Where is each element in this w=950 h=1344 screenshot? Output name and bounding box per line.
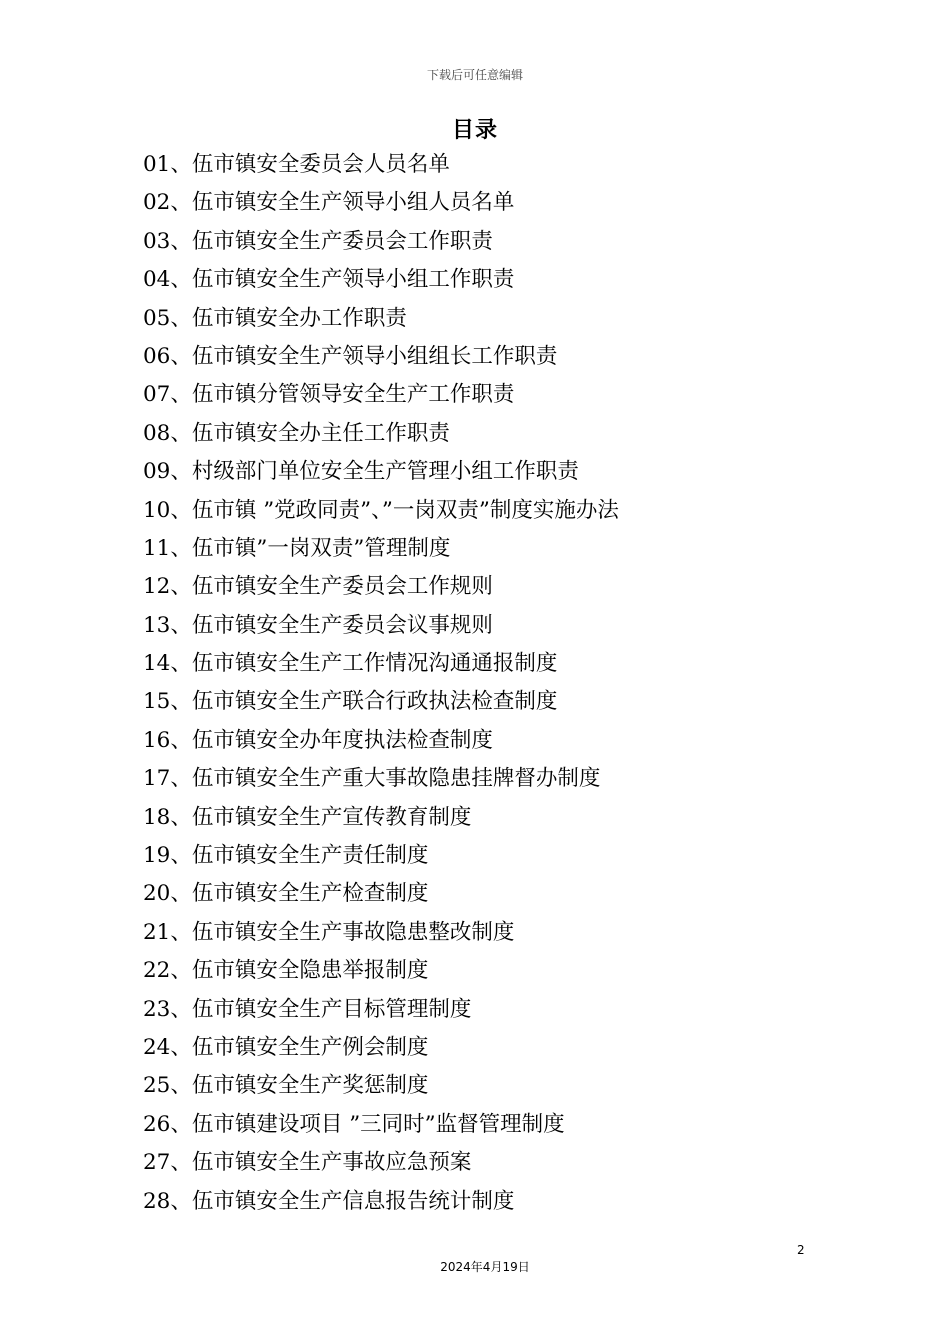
toc-item: 10、伍市镇 ”党政同责”、”一岗双责”制度实施办法 xyxy=(143,497,619,523)
toc-item: 24、伍市镇安全生产例会制度 xyxy=(143,1034,429,1060)
toc-item: 13、伍市镇安全生产委员会议事规则 xyxy=(143,612,493,638)
toc-item: 02、伍市镇安全生产领导小组人员名单 xyxy=(143,190,515,216)
toc-item: 16、伍市镇安全办年度执法检查制度 xyxy=(143,727,493,753)
toc-item: 22、伍市镇安全隐患举报制度 xyxy=(143,958,429,984)
toc-item: 09、村级部门单位安全生产管理小组工作职责 xyxy=(143,459,579,485)
toc-item: 15、伍市镇安全生产联合行政执法检查制度 xyxy=(143,689,558,715)
toc-item: 06、伍市镇安全生产领导小组组长工作职责 xyxy=(143,343,558,369)
footer-date: 2024年4月19日 xyxy=(440,1260,530,1274)
toc-title: 目录 xyxy=(451,117,498,143)
toc-item: 01、伍市镇安全委员会人员名单 xyxy=(143,152,450,177)
toc-item: 25、伍市镇安全生产奖惩制度 xyxy=(143,1073,429,1099)
toc-item: 27、伍市镇安全生产事故应急预案 xyxy=(143,1150,472,1176)
toc-item: 18、伍市镇安全生产宣传教育制度 xyxy=(143,804,472,830)
toc-item: 12、伍市镇安全生产委员会工作规则 xyxy=(143,574,493,600)
toc-item: 14、伍市镇安全生产工作情况沟通通报制度 xyxy=(143,651,558,677)
toc-list xyxy=(143,146,619,1221)
toc-item: 07、伍市镇分管领导安全生产工作职责 xyxy=(143,382,515,408)
toc-item: 23、伍市镇安全生产目标管理制度 xyxy=(143,996,472,1022)
toc-item: 19、伍市镇安全生产责任制度 xyxy=(143,843,429,869)
toc-item: 03、伍市镇安全生产委员会工作职责 xyxy=(143,228,493,254)
toc-item: 20、伍市镇安全生产检查制度 xyxy=(143,881,429,907)
toc-item: 05、伍市镇安全办工作职责 xyxy=(143,305,407,331)
toc-item: 26、伍市镇建设项目 ”三同时”监督管理制度 xyxy=(143,1111,565,1137)
toc-item: 21、伍市镇安全生产事故隐患整改制度 xyxy=(143,919,515,945)
toc-item: 28、伍市镇安全生产信息报告统计制度 xyxy=(143,1188,515,1214)
toc-item: 08、伍市镇安全办主任工作职责 xyxy=(143,420,450,446)
toc-item: 11、伍市镇”一岗双责”管理制度 xyxy=(143,535,451,561)
page-number: 2 xyxy=(797,1243,805,1257)
toc-item: 17、伍市镇安全生产重大事故隐患挂牌督办制度 xyxy=(143,766,601,792)
header-note: 下载后可任意编辑 xyxy=(426,68,523,82)
toc-item: 04、伍市镇安全生产领导小组工作职责 xyxy=(143,267,515,293)
